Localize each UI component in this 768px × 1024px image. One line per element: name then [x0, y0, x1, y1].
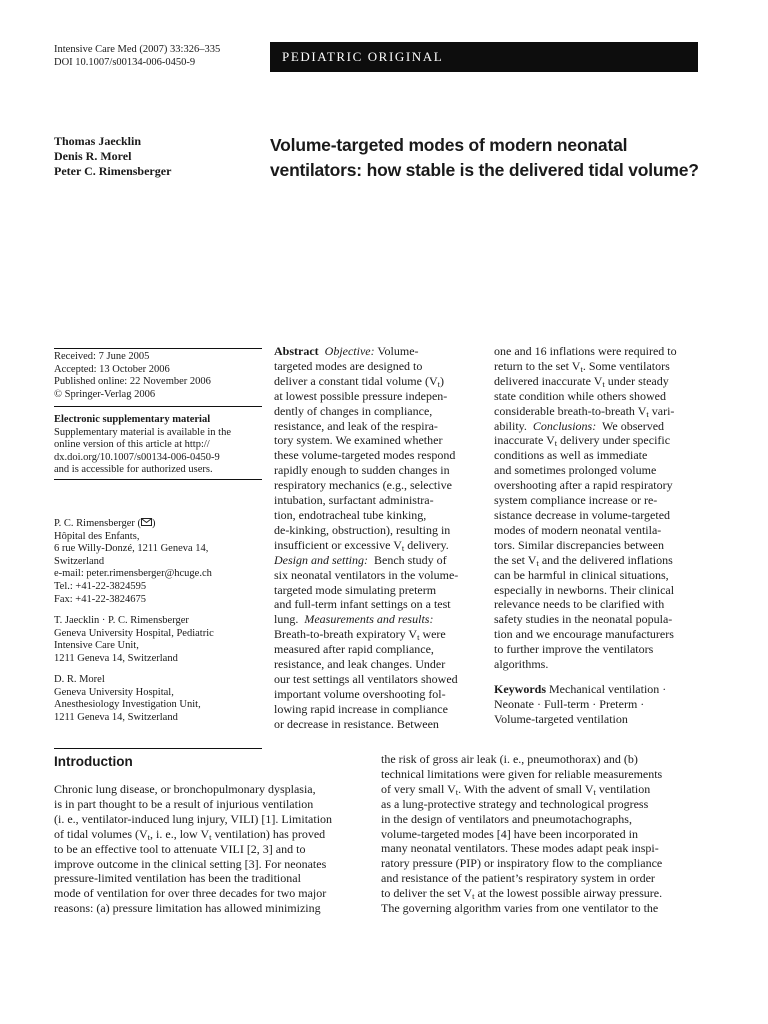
abstract-text: especially in newborns. Their clinical [494, 582, 675, 597]
correspondent-name: P. C. Rimensberger [54, 518, 135, 529]
body-text: volume-targeted modes [4] have been incorporated in [381, 826, 639, 841]
abstract-text: measured after rapid compliance, [274, 642, 434, 657]
abstract-text: our test settings all ventilators showed [274, 671, 458, 686]
affiliation [54, 674, 264, 724]
affiliation-line: Geneva University Hospital, [54, 686, 174, 698]
body-text: ventilation [595, 781, 651, 796]
body-text: technical limitations were given for reliable measurements [381, 766, 663, 781]
abstract-text: algorithms. [494, 657, 549, 672]
received-date: Received: 7 June 2005 [54, 351, 150, 362]
abstract-text: delivery under specific [557, 433, 671, 448]
abstract-text: conditions as well as immediate [494, 448, 648, 463]
keywords-label: Keywords [494, 682, 546, 696]
supplementary-material [54, 414, 264, 477]
abstract-text: dently of changes in compliance, [274, 403, 433, 418]
subscript: t [147, 831, 151, 842]
doi-line: DOI 10.1007/s00134-006-0450-9 [54, 56, 196, 68]
address-line: 6 rue Willy-Donzé, 1211 Geneva 14, [54, 543, 209, 555]
subscript: t [401, 542, 405, 553]
body-text: of very small V [381, 781, 456, 796]
section-label: Conclusions: [532, 418, 597, 433]
body-text: (i. e., ventilator-induced lung injury, VILI) [1]. Limitation [54, 811, 333, 826]
section-banner: PEDIATRIC ORIGINAL [270, 42, 698, 72]
abstract-text: targeted modes are designed to [274, 358, 423, 373]
body-text: Chronic lung disease, or bronchopulmonary dysplasia, [54, 782, 316, 796]
subscript: t [602, 378, 605, 389]
body-text: ventilation) has proved [211, 826, 326, 841]
subscript: t [536, 557, 539, 568]
abstract-text: relevance needs to be clarified with [494, 597, 665, 612]
abstract-text: and sometimes prolonged volume [494, 463, 657, 478]
author-list [54, 134, 264, 179]
abstract-text: tion and we encourage manufacturers [494, 627, 674, 642]
fax-line: Fax: +41-22-3824675 [54, 593, 146, 605]
divider [54, 406, 262, 407]
abstract-text: six neonatal ventilators in the volume- [274, 567, 459, 582]
supplement-text: Supplementary material is available in the [54, 426, 231, 438]
divider [54, 479, 262, 480]
keyword-text: Volume-targeted ventilation [494, 711, 628, 726]
abstract-text: targeted mode simulating preterm [274, 582, 437, 597]
abstract-text: deliver a constant tidal volume (V [274, 373, 438, 388]
abstract-text: one and 16 inflations were required to [494, 344, 677, 358]
body-text: . With the advent of small V [458, 781, 594, 796]
section-label: Measurements and results: [304, 612, 434, 627]
abstract-text: were [419, 627, 446, 642]
body-text: mode of ventilation for over three decades for two major [54, 886, 327, 901]
body-text: as a lung-protective strategy and technological progress [381, 796, 649, 811]
published-date: Published online: 22 November 2006 [54, 376, 211, 388]
body-text: in the design of ventilators and pneumotachographs, [381, 811, 632, 826]
abstract-text: lowing rapid increase in compliance [274, 701, 448, 716]
abstract-text: sistance decrease in volume-targeted [494, 507, 671, 522]
abstract-text: rapidly enough to sudden changes in [274, 463, 450, 478]
supplement-text: online version of this article at http:// [54, 439, 210, 451]
affiliation-line: Anesthesiology Investigation Unit, [54, 699, 201, 711]
abstract-text: de-kinking, obstruction), resulting in [274, 522, 451, 537]
keyword-text: Mechanical ventilation · [549, 682, 667, 696]
subscript: t [554, 438, 558, 449]
body-text: many neonatal ventilators. These modes adapt peak inspi- [381, 841, 659, 856]
body-text: ratory pressure (PIP) or inspiratory flow to the compliance [381, 856, 663, 871]
email-line[interactable]: e-mail: peter.rimensberger@hcuge.ch [54, 568, 212, 580]
abstract-text: lung. [274, 612, 299, 627]
introduction-left-column [54, 782, 370, 916]
abstract-column-1 [274, 344, 484, 732]
body-text: pressure-limited ventilation has been the traditional [54, 871, 301, 886]
tel-line: Tel.: +41-22-3824595 [54, 580, 147, 592]
abstract-text: ) [440, 373, 444, 388]
abstract-text: respiratory mechanics (e.g., selective [274, 478, 452, 493]
correspondence-address: P. C. Rimensberger ( ) Hôpital des Enfants, 6 rue Willy-Donzé, 1211 Geneva 14, Switzerland e-mail: peter.rimensberger@hcuge.ch Tel.: +41-22-3824595 Fax: +41-22-3824675 [54, 518, 264, 606]
body-text: reasons: (a) pressure limitation has allowed minimizing [54, 901, 321, 916]
affiliation-line: Intensive Care Unit, [54, 640, 139, 652]
journal-citation [54, 44, 274, 69]
abstract-text: return to the set V [494, 358, 581, 373]
subscript: t [209, 831, 212, 842]
journal-line: Intensive Care Med (2007) 33:326–335 [54, 44, 221, 55]
abstract-text: under steady [604, 373, 669, 388]
subscript: t [437, 378, 440, 389]
article-dates [54, 351, 264, 401]
abstract-text: vari- [648, 403, 675, 418]
introduction-heading: Introduction [54, 754, 133, 769]
abstract-text: safety studies in the neonatal popula- [494, 612, 673, 627]
article-title: Volume-targeted modes of modern neonatal ventilators: how stable is the delivered tidal volume? [270, 135, 699, 180]
affiliation-line: D. R. Morel [54, 674, 105, 685]
body-text: improve outcome in the clinical setting [3]. For neonates [54, 856, 327, 871]
abstract-text: to further improve the ventilators [494, 642, 654, 657]
supplement-heading: Electronic supplementary material [54, 414, 211, 425]
body-text: is in part thought to be a result of injurious ventilation [54, 796, 314, 811]
subscript: t [455, 786, 459, 797]
abstract-text: important volume overshooting fol- [274, 686, 446, 701]
abstract-text: Volume- [377, 344, 419, 358]
accepted-date: Accepted: 13 October 2006 [54, 363, 170, 375]
subscript: t [472, 891, 475, 902]
abstract-text: insufficient or excessive V [274, 537, 402, 552]
abstract-text: considerable breath-to-breath V [494, 403, 647, 418]
abstract-text: at lowest possible pressure indepen- [274, 388, 448, 403]
abstract-text: can be harmful in clinical situations, [494, 567, 669, 582]
supplement-text: and is accessible for authorized users. [54, 464, 213, 476]
abstract-text: . Some ventilators [582, 358, 670, 373]
affiliation-line: T. Jaecklin · P. C. Rimensberger [54, 615, 189, 626]
abstract-text: tion, endotracheal tube kinking, [274, 507, 427, 522]
body-text: to deliver the set V [381, 886, 473, 901]
abstract-text: state condition while others showed [494, 388, 666, 403]
body-text: The governing algorithm varies from one ventilator to the [381, 901, 659, 916]
body-text: , i. e., low V [150, 826, 210, 841]
abstract-text: Bench study of [374, 552, 447, 567]
abstract-column-2 [494, 344, 706, 672]
copyright: © Springer-Verlag 2006 [54, 388, 156, 400]
author: Denis R. Morel [54, 149, 132, 163]
abstract-text: intubation, surfactant administra- [274, 493, 434, 508]
abstract-text: overshooting after a rapid respiratory [494, 478, 673, 493]
abstract-text: system compliance increase or re- [494, 493, 658, 508]
abstract-text: ability. [494, 418, 527, 433]
abstract-text: delivery. [404, 537, 449, 552]
abstract-text: Breath-to-breath expiratory V [274, 627, 418, 642]
subscript: t [593, 786, 596, 797]
author: Thomas Jaecklin [54, 134, 142, 148]
address-line: Hôpital des Enfants, [54, 530, 140, 542]
objective-label: Objective: [324, 344, 375, 358]
keyword-text: Neonate · Full-term · Preterm · [494, 696, 645, 711]
abstract-text: We observed [602, 418, 665, 433]
abstract-text: tors. Similar discrepancies between [494, 537, 664, 552]
body-text: to be an effective tool to attenuate VILI [2, 3] and to [54, 841, 306, 856]
affiliation-line: 1211 Geneva 14, Switzerland [54, 711, 178, 723]
abstract-text: delivered inaccurate V [494, 373, 603, 388]
abstract-text: and full-term infant settings on a test [274, 597, 451, 612]
body-text: at the lowest possible airway pressure. [474, 886, 663, 901]
envelope-icon [141, 518, 152, 526]
abstract-text: these volume-targeted modes respond [274, 448, 456, 463]
section-label: Design and setting: [274, 552, 368, 567]
abstract-text: inaccurate V [494, 433, 555, 448]
divider [54, 748, 262, 749]
abstract-text: the set V [494, 552, 537, 567]
subscript: t [580, 363, 583, 374]
abstract-text: and the delivered inflations [538, 552, 673, 567]
subscript: t [646, 408, 649, 419]
author: Peter C. Rimensberger [54, 164, 172, 178]
abstract-text: tory system. We examined whether [274, 433, 443, 448]
affiliation-line: Geneva University Hospital, Pediatric [54, 627, 214, 639]
affiliation-line: 1211 Geneva 14, Switzerland [54, 652, 178, 664]
keywords [494, 682, 706, 727]
abstract-label: Abstract [274, 344, 319, 358]
supplement-link[interactable]: dx.doi.org/10.1007/s00134-006-0450-9 [54, 451, 220, 463]
abstract-text: or decrease in resistance. Between [274, 716, 439, 731]
subscript: t [417, 632, 420, 643]
body-text: the risk of gross air leak (i. e., pneumothorax) and (b) [381, 752, 638, 766]
body-text: of tidal volumes (V [54, 826, 148, 841]
introduction-right-column [381, 752, 697, 916]
affiliation [54, 615, 264, 665]
abstract-text: resistance, and leak of the respira- [274, 418, 438, 433]
address-line: Switzerland [54, 555, 105, 567]
divider [54, 348, 262, 349]
abstract-text: resistance, and leak changes. Under [274, 657, 446, 672]
abstract-text: modes of modern neonatal ventila- [494, 522, 662, 537]
body-text: and resistance of the patient’s respiratory system in order [381, 871, 655, 886]
